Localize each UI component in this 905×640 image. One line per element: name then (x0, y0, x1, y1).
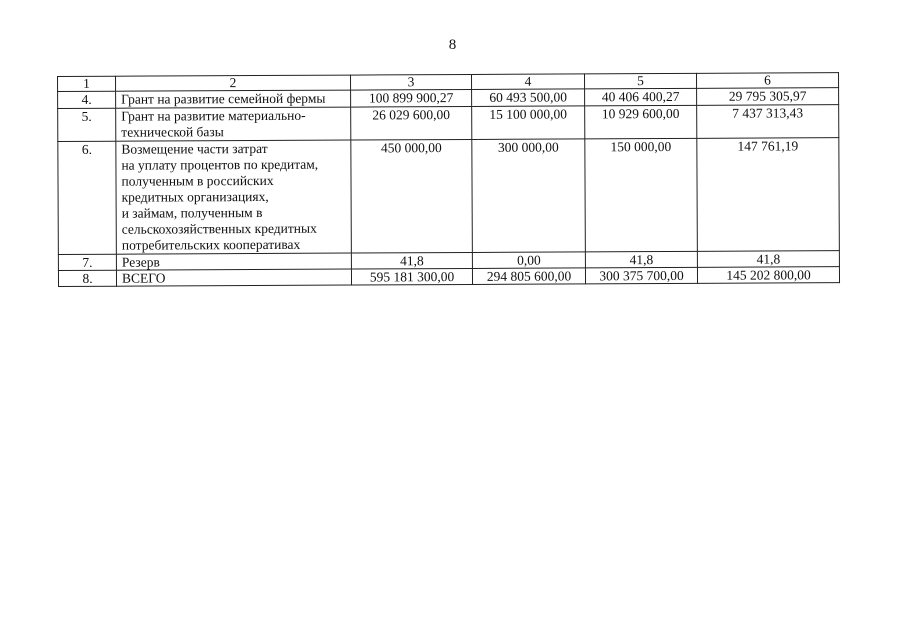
value-cell: 60 493 500,00 (472, 89, 585, 107)
value-cell: 300 000,00 (472, 139, 586, 253)
table-row (58, 138, 840, 255)
row-name-line: сельскохозяйственных кредитных (121, 220, 317, 237)
value-cell: 40 406 400,27 (585, 88, 697, 106)
value-cell: 100 899 900,27 (351, 89, 472, 107)
value-cell: 450 000,00 (351, 139, 473, 253)
row-number: 5. (58, 108, 116, 141)
row-name: Грант на развитие материально-технической базы (116, 107, 351, 141)
value-cell: 41,8 (351, 252, 472, 269)
value-cell: 0,00 (472, 252, 585, 269)
row-number: 7. (58, 254, 116, 270)
row-name-line: полученным в российских (121, 172, 274, 189)
value-cell: 147 761,19 (697, 138, 840, 252)
value-cell: 41,8 (585, 251, 697, 268)
row-name-line: и займам, полученным в (121, 204, 263, 221)
row-name: Резерв (116, 253, 351, 270)
row-number: 4. (58, 91, 116, 108)
row-name-line: Возмещение части затрат (121, 140, 268, 157)
row-name-line: на уплату процентов по кредитам, (121, 156, 319, 173)
column-header: 5 (584, 73, 696, 89)
column-header: 6 (696, 73, 838, 89)
budget-table (57, 72, 840, 287)
row-number: 6. (58, 141, 117, 254)
value-cell: 15 100 000,00 (472, 106, 585, 140)
value-cell: 26 029 600,00 (351, 106, 472, 140)
page-number: 8 (448, 37, 457, 53)
value-cell: 10 929 600,00 (585, 105, 697, 139)
table-row (58, 105, 839, 142)
column-header: 2 (116, 75, 351, 91)
column-header: 4 (471, 74, 584, 90)
column-header: 3 (350, 74, 471, 90)
row-name: ВСЕГО (116, 269, 351, 286)
table-row (58, 267, 839, 287)
value-cell: 150 000,00 (585, 138, 698, 252)
row-name-line: кредитных организациях, (121, 188, 269, 205)
value-cell: 595 181 300,00 (351, 268, 472, 285)
value-cell: 7 437 313,43 (697, 105, 839, 139)
value-cell: 294 805 600,00 (472, 268, 585, 285)
value-cell: 29 795 305,97 (697, 88, 839, 106)
row-name-line: потребительских кооперативах (121, 236, 301, 253)
row-number: 8. (58, 270, 116, 286)
value-cell: 145 202 800,00 (697, 267, 839, 284)
row-name: Грант на развитие семейной фермы (116, 90, 351, 108)
value-cell: 300 375 700,00 (585, 267, 697, 284)
row-name (116, 140, 352, 254)
column-header: 1 (58, 76, 116, 91)
value-cell: 41,8 (697, 251, 839, 268)
